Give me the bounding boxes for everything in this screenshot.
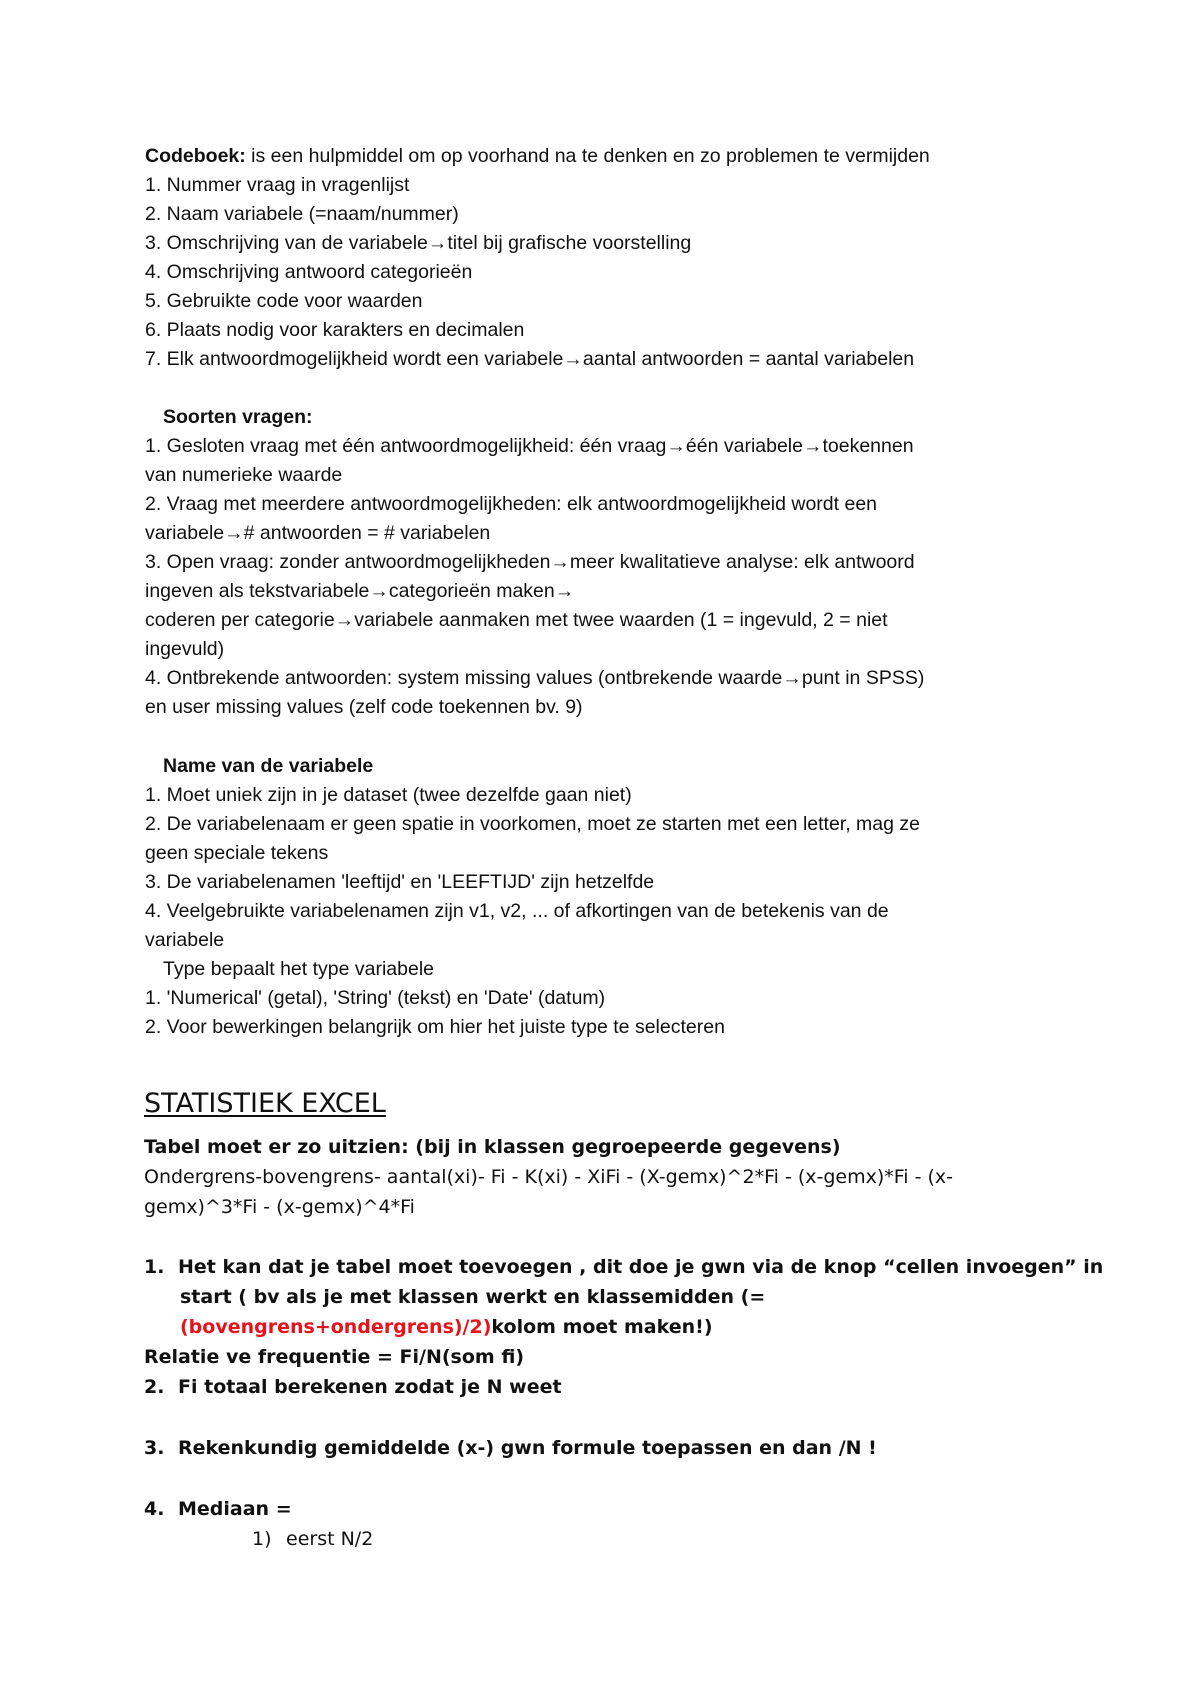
sub-1-text: eerst N/2: [286, 1528, 374, 1550]
step-2-text: Fi totaal berekenen zodat je N weet: [178, 1376, 562, 1398]
klassemidden-formula: (bovengrens+ondergrens)/2): [180, 1316, 492, 1338]
step-4-sub-1: [252, 1528, 373, 1550]
statistiek-title: STATISTIEK EXCEL: [144, 1088, 386, 1119]
relatie-frequentie: Relatie ve frequentie = Fi/N(som fi): [144, 1346, 525, 1368]
step-3-text: Rekenkundig gemiddelde (x-) gwn formule toepassen en dan /N !: [178, 1437, 877, 1459]
step-1-text: Het kan dat je tabel moet toevoegen , dit doe je gwn via de knop “cellen invoegen” in: [178, 1256, 1104, 1278]
soorten-vragen-line: ingeven als tekstvariabele→categorieën maken→: [145, 580, 575, 602]
type-line: 1. 'Numerical' (getal), 'String' (tekst) en 'Date' (datum): [145, 987, 606, 1009]
soorten-vragen-line: variabele→# antwoorden = # variabelen: [145, 522, 491, 544]
codeboek-term: Codeboek:: [145, 145, 246, 167]
soorten-vragen-heading: Soorten vragen:: [163, 406, 313, 428]
step-4-number: 4.: [144, 1498, 165, 1520]
codeboek-text: is een hulpmiddel om op voorhand na te denken en zo problemen te vermijden: [245, 145, 930, 167]
soorten-vragen-line: ingevuld): [145, 638, 225, 660]
codeboek-item: 6. Plaats nodig voor karakters en decimalen: [145, 319, 525, 341]
name-variabele-line: 4. Veelgebruikte variabelenamen zijn v1, v2, ... of afkortingen van de betekenis van de: [145, 900, 889, 922]
codeboek-item: 7. Elk antwoordmogelijkheid wordt een variabele→aantal antwoorden = aantal variabelen: [145, 348, 915, 370]
codeboek-item: 5. Gebruikte code voor waarden: [145, 290, 423, 312]
codeboek-item: 4. Omschrijving antwoord categorieën: [145, 261, 473, 283]
name-variabele-line: variabele: [145, 929, 225, 951]
statistiek-intro-line: Tabel moet er zo uitzien: (bij in klassen gegroepeerde gegevens): [144, 1136, 841, 1158]
step-1: [144, 1256, 1103, 1278]
codeboek-item: 2. Naam variabele (=naam/nummer): [145, 203, 459, 225]
soorten-vragen-line: 4. Ontbrekende antwoorden: system missing values (ontbrekende waarde→punt in SPSS): [145, 667, 925, 689]
soorten-vragen-line: van numerieke waarde: [145, 464, 343, 486]
name-variabele-heading: Name van de variabele: [163, 755, 374, 777]
name-variabele-line: geen speciale tekens: [145, 842, 329, 864]
codeboek-item: 1. Nummer vraag in vragenlijst: [145, 174, 410, 196]
soorten-vragen-line: 1. Gesloten vraag met één antwoordmogelijkheid: één vraag→één variabele→toekennen: [145, 435, 914, 457]
step-4: [144, 1498, 292, 1520]
type-line: 2. Voor bewerkingen belangrijk om hier het juiste type te selecteren: [145, 1016, 725, 1038]
soorten-vragen-line: coderen per categorie→variabele aanmaken met twee waarden (1 = ingevuld, 2 = niet: [145, 609, 888, 631]
step-3-number: 3.: [144, 1437, 165, 1459]
name-variabele-line: 1. Moet uniek zijn in je dataset (twee dezelfde gaan niet): [145, 784, 632, 806]
step-4-text: Mediaan =: [178, 1498, 292, 1520]
step-1-end: kolom moet maken!): [491, 1316, 713, 1338]
step-1-continuation: start ( bv als je met klassen werkt en klassemidden (=: [180, 1286, 766, 1308]
step-2: [144, 1376, 562, 1398]
step-3: [144, 1437, 877, 1459]
soorten-vragen-line: en user missing values (zelf code toekennen bv. 9): [145, 696, 583, 718]
soorten-vragen-line: 3. Open vraag: zonder antwoordmogelijkheden→meer kwalitatieve analyse: elk antwoord: [145, 551, 915, 573]
name-variabele-line: 3. De variabelenamen 'leeftijd' en 'LEEFTIJD' zijn hetzelfde: [145, 871, 655, 893]
codeboek-definition: [145, 145, 930, 168]
soorten-vragen-line: 2. Vraag met meerdere antwoordmogelijkheden: elk antwoordmogelijkheid wordt een: [145, 493, 878, 515]
statistiek-intro-line: Ondergrens-bovengrens- aantal(xi)- Fi - K(xi) - XiFi - (X-gemx)^2*Fi - (x-gemx)*Fi - (x-: [144, 1166, 954, 1188]
step-2-number: 2.: [144, 1376, 165, 1398]
name-variabele-line: 2. De variabelenaam er geen spatie in voorkomen, moet ze starten met een letter, mag ze: [145, 813, 921, 835]
step-1-formula-line: [180, 1316, 713, 1338]
sub-1-number: 1): [252, 1528, 272, 1550]
step-1-number: 1.: [144, 1256, 165, 1278]
codeboek-item: 3. Omschrijving van de variabele→titel bij grafische voorstelling: [145, 232, 692, 254]
statistiek-intro-line: gemx)^3*Fi - (x-gemx)^4*Fi: [144, 1196, 415, 1218]
type-heading: Type bepaalt het type variabele: [163, 958, 435, 980]
